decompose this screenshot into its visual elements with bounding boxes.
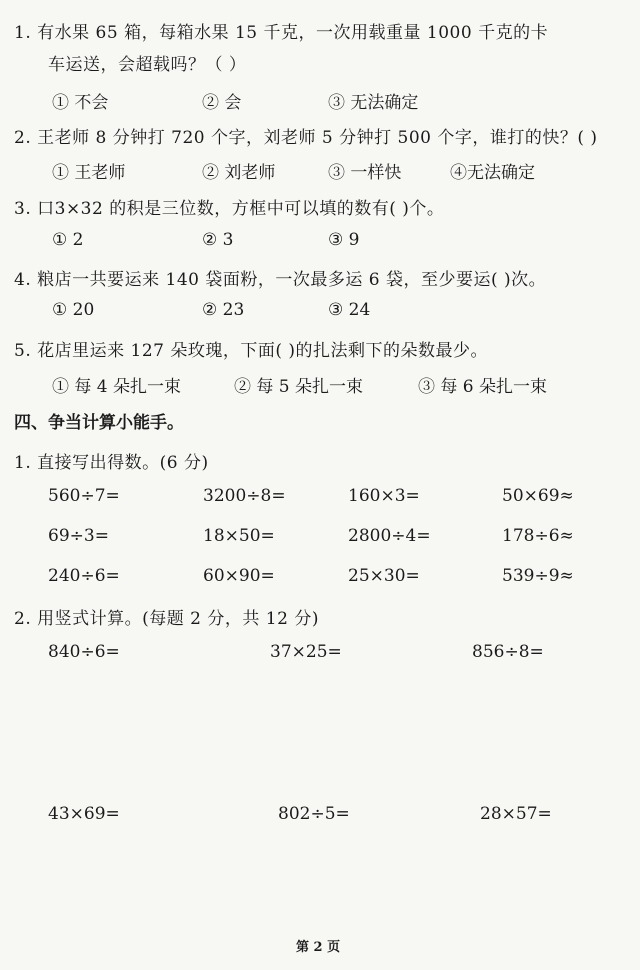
part2-title: 2. 用竖式计算。(每题 2 分，共 12 分) [14,609,319,629]
vertical-calc-item: 28×57= [480,804,552,824]
q1-option-2: ② 会 [202,93,242,113]
q5-option-1: ① 每 4 朵扎一束 [52,377,182,397]
q3-option-1: ① 2 [52,230,84,250]
calc-item: 560÷7= [48,486,120,506]
calc-item: 539÷9≈ [502,566,574,586]
vertical-calc-item: 37×25= [270,642,342,662]
q3-line1: 3. 口3×32 的积是三位数，方框中可以填的数有( )个。 [14,199,445,219]
q4-option-3: ③ 24 [328,300,371,320]
q2-option-4: ④无法确定 [450,163,535,183]
calc-item: 160×3= [348,486,420,506]
q4-option-1: ① 20 [52,300,95,320]
calc-item: 25×30= [348,566,420,586]
q5-option-2: ② 每 5 朵扎一束 [234,377,364,397]
q1-line1: 1. 有水果 65 箱，每箱水果 15 千克，一次用载重量 1000 千克的卡 [14,23,549,43]
part1-title: 1. 直接写出得数。(6 分) [14,453,209,473]
vertical-calc-item: 802÷5= [278,804,350,824]
vertical-calc-item: 856÷8= [472,642,544,662]
calc-item: 60×90= [203,566,275,586]
section4-title: 四、争当计算小能手。 [14,413,184,433]
calc-item: 3200÷8= [203,486,286,506]
calc-item: 18×50= [203,526,275,546]
calc-item: 2800÷4= [348,526,431,546]
calc-item: 240÷6= [48,566,120,586]
q1-option-1: ① 不会 [52,93,109,113]
calc-item: 69÷3= [48,526,109,546]
q3-option-2: ② 3 [202,230,234,250]
q5-option-3: ③ 每 6 朵扎一束 [418,377,548,397]
q1-option-3: ③ 无法确定 [328,93,419,113]
q4-option-2: ② 23 [202,300,245,320]
q3-option-3: ③ 9 [328,230,360,250]
q2-option-2: ② 刘老师 [202,163,276,183]
q2-line1: 2. 王老师 8 分钟打 720 个字，刘老师 5 分钟打 500 个字，谁打的快？( ) [14,128,598,148]
page-number: 第 2 页 [296,940,341,955]
vertical-calc-item: 43×69= [48,804,120,824]
q5-line1: 5. 花店里运来 127 朵玫瑰，下面( )的扎法剩下的朵数最少。 [14,341,489,361]
q2-option-3: ③ 一样快 [328,163,402,183]
q1-line2: 车运送，会超载吗？（ ） [48,55,247,75]
q4-line1: 4. 粮店一共要运来 140 袋面粉，一次最多运 6 袋，至少要运( )次。 [14,270,547,290]
calc-item: 50×69≈ [502,486,574,506]
vertical-calc-item: 840÷6= [48,642,120,662]
calc-item: 178÷6≈ [502,526,574,546]
q2-option-1: ① 王老师 [52,163,126,183]
